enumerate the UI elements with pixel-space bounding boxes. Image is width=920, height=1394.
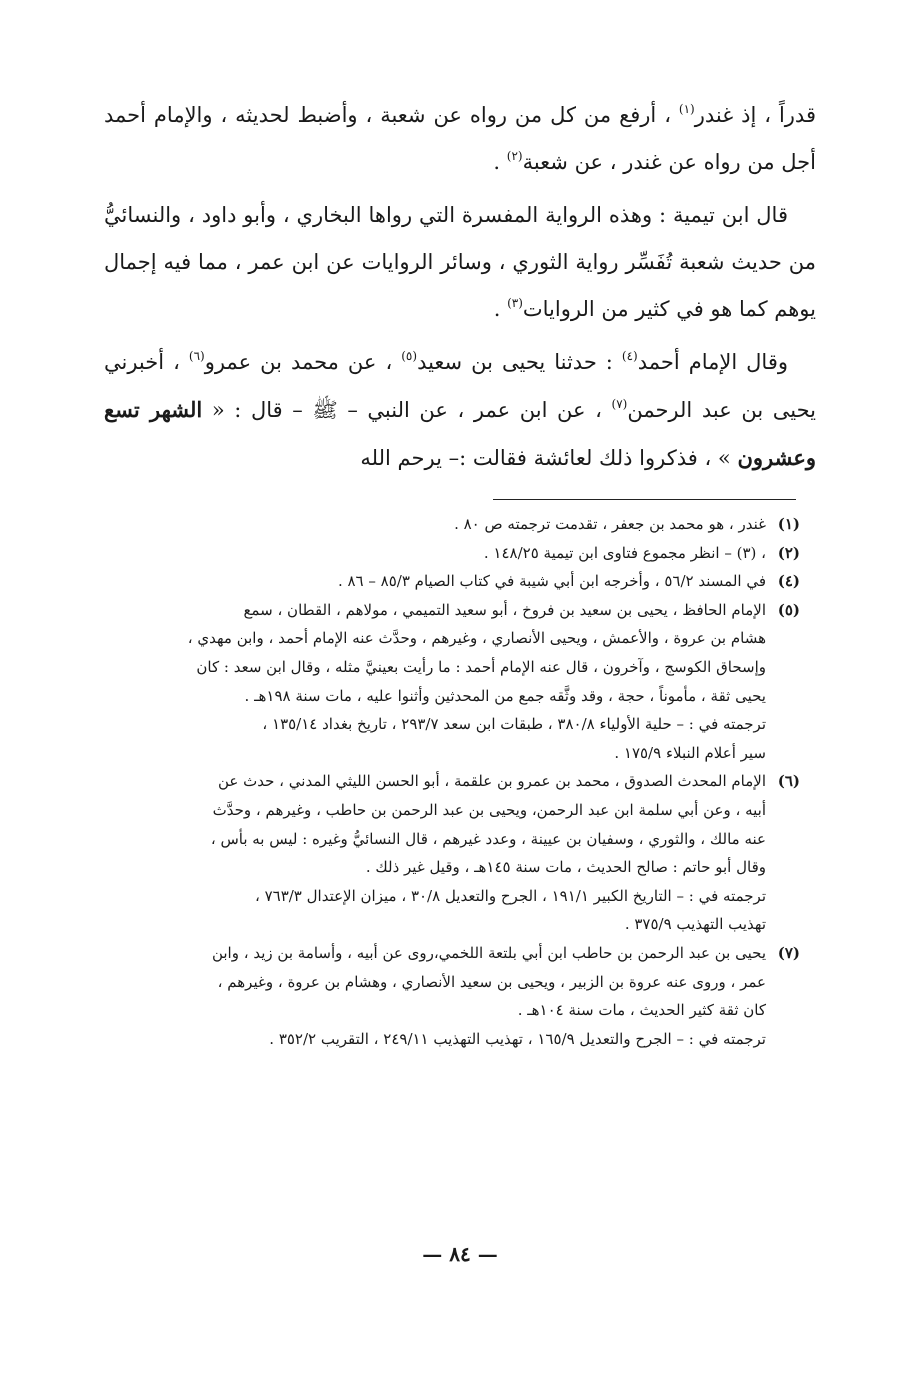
footnote-line: وقال أبو حاتم : صالح الحديث ، مات سنة ١٤٥هـ ، وقيل غير ذلك . (365, 858, 766, 877)
footnote-item (100, 567, 800, 596)
footnote-ref: (٦) (188, 349, 205, 363)
footnote-body (100, 767, 766, 939)
main-text (104, 92, 816, 482)
footnote-line: ترجمته في : – الجرح والتعديل ١٦٥/٩ ، تهذيب التهذيب ٢٤٩/١١ ، التقريب ٣٥٢/٢ . (269, 1029, 766, 1048)
footnote-line: تهذيب التهذيب ٣٧٥/٩ . (624, 915, 766, 934)
footnote-line: هشام بن عروة ، والأعمش ، ويحيى الأنصاري ، وغيرهم ، وحدَّث عنه الإمام أحمد ، وابن مهدي ، (187, 629, 766, 648)
footnote-ref: (٧) (611, 397, 628, 411)
footnote-ref: (٥) (401, 349, 418, 363)
footnote-ref: (٣) (507, 296, 523, 310)
footnote-line: غندر ، هو محمد بن جعفر ، تقدمت ترجمته ص ٨٠ . (454, 515, 766, 533)
footnote-number: (٦) (777, 772, 800, 791)
footnote-line: سير أعلام النبلاء ١٧٥/٩ . (614, 743, 766, 762)
text-segment: أحمد أجل من رواه عن غندر ، عن شعبة (104, 103, 816, 174)
text-segment: . (493, 150, 507, 174)
footnote-item (100, 596, 800, 768)
footnotes (100, 510, 800, 1053)
footnote-number: (٥) (777, 600, 800, 619)
footnote-number: (٧) (777, 943, 800, 962)
footnote-number: (٢) (777, 543, 800, 562)
footnote-line: يحيى بن عبد الرحمن بن حاطب ابن أبي بلتعة اللخمي،روى عن أبيه ، وأسامة بن زيد ، وابن (211, 943, 766, 962)
text-segment: ﷺ – قال : « (202, 398, 338, 422)
footnote-ref: (١) (678, 102, 695, 116)
footnote-body (100, 939, 766, 1053)
text-segment: ، أخبرني يحيى بن عبد الرحمن (104, 350, 817, 422)
footnote-body (100, 539, 766, 568)
footnote-line: يحيى ثقة ، مأموناً ، حجة ، وقد وثَّقه جمع من المحدثين وأثنوا عليه ، مات سنة ١٩٨هـ . (244, 686, 766, 705)
footnote-line: ترجمته في : – التاريخ الكبير ١٩١/١ ، الجرح والتعديل ٣٠/٨ ، ميزان الإعتدال ٧٦٣/٣ ، (254, 886, 766, 905)
text-segment: والنسائيُّ من حديث شعبة تُفَسِّر رواية الثوري ، وسائر الروايات عن ابن عمر ، (104, 203, 816, 274)
footnote-line: ترجمته في : – حلية الأولياء ٣٨٠/٨ ، طبقات ابن سعد ٢٩٣/٧ ، تاريخ بغداد ١٣٥/١٤ ، (262, 715, 766, 734)
footnote-item (100, 939, 800, 1053)
text-segment: ، عن محمد بن (260, 350, 402, 374)
footnote-item (100, 767, 800, 939)
footnote-body (100, 596, 766, 768)
footnote-body (100, 567, 766, 596)
footnote-line: كان ثقة كثير الحديث ، مات سنة ١٠٤هـ . (517, 1001, 766, 1020)
text-segment: وقال الإمام أحمد (637, 350, 788, 374)
footnote-line: ، (٣) – انظر مجموع فتاوى ابن تيمية ١٤٨/٢٥ . (483, 543, 766, 562)
text-segment: » ، فذكروا ذلك لعائشة فقالت :– يرحم الله (360, 446, 738, 470)
footnote-number: (٤) (777, 572, 800, 591)
text-segment: عمرو (204, 350, 252, 374)
footnote-divider (493, 499, 796, 500)
paragraph-3 (104, 339, 816, 482)
footnote-line: في المسند ٥٦/٢ ، وأخرجه ابن أبي شيبة في كتاب الصيام ٨٥/٣ – ٨٦ . (337, 572, 766, 591)
text-segment: قال ابن تيمية : وهذه الرواية المفسرة التي رواها البخاري ، وأبو داود ، (188, 203, 788, 227)
footnote-line: عمر ، وروى عنه عروة بن الزبير ، ويحيى بن سعيد الأنصاري ، وهشام بن عروة ، وغيرهم ، (217, 972, 766, 991)
text-segment: . (493, 297, 508, 321)
hadith-text: الشهر تسع وعشرون (104, 397, 816, 470)
footnote-item (100, 539, 800, 568)
page-number: — ٨٤ — (422, 1242, 498, 1266)
text-segment: قدراً ، إذ غندر (694, 103, 816, 127)
footnote-ref: (٢) (506, 149, 523, 163)
text-segment: : حدثنا يحيى بن سعيد (417, 350, 622, 374)
footnote-number: (١) (777, 515, 800, 533)
footnote-body (100, 510, 766, 539)
text-segment: ، أرفع من كل من رواه عن شعبة ، وأضبط لحديثه ، والإمام (153, 103, 679, 127)
paragraph-2 (104, 192, 816, 333)
footnote-ref: (٤) (621, 349, 638, 363)
text-segment: ، عن ابن عمر ، عن النبي – (347, 398, 612, 422)
footnote-line: عنه مالك ، والثوري ، وسفيان بن عيينة ، وعدد غيرهم ، قال النسائيُّ وغيره : ليس به بأس ، (210, 829, 766, 848)
footnote-line: الإمام المحدث الصدوق ، محمد بن عمرو بن علقمة ، أبو الحسن الليثي المدني ، حدث عن (218, 772, 766, 791)
footnote-line: وإسحاق الكوسج ، وآخرون ، قال عنه الإمام أحمد : ما رأيت بعينيَّ مثله ، وقال ابن سعد : كان (196, 657, 766, 676)
text-segment: مما فيه إجمال يوهم كما هو في كثير من الروايات (104, 250, 816, 321)
paragraph-1 (104, 92, 816, 186)
footnote-line: الإمام الحافظ ، يحيى بن سعيد بن فروخ ، أبو سعيد التميمي ، مولاهم ، القطان ، سمع (243, 600, 766, 619)
footnote-item (100, 510, 800, 539)
footnote-line: أبيه ، وعن أبي سلمة ابن عبد الرحمن، ويحيى بن عبد الرحمن بن حاطب ، وغيرهم ، وحدَّث (212, 800, 766, 819)
